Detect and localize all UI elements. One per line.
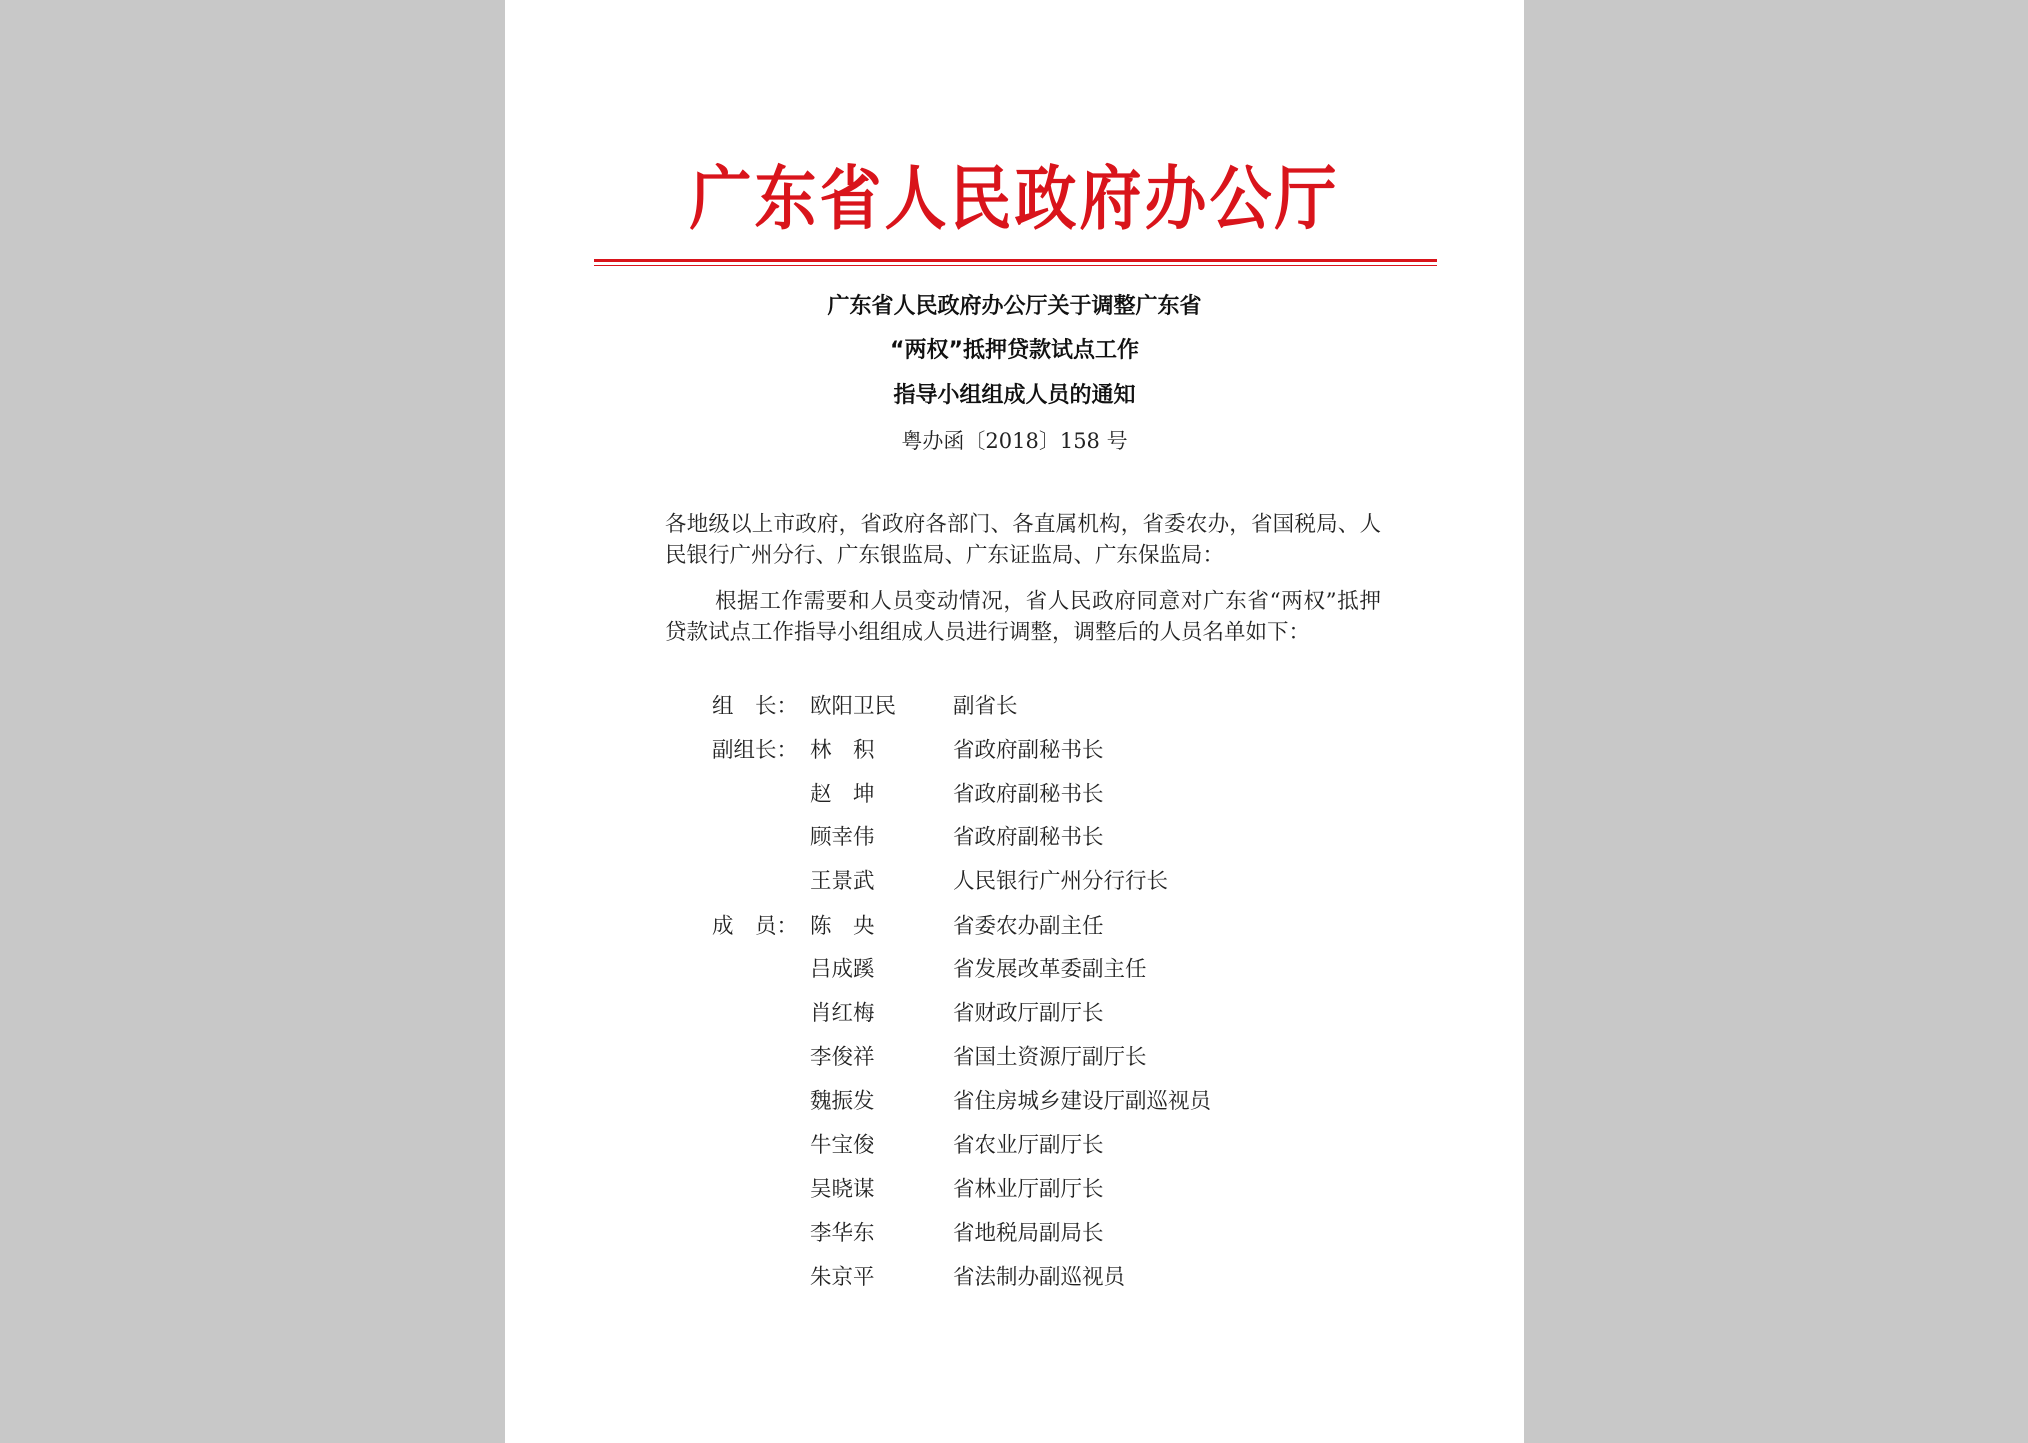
member-role: 成 员：: [712, 914, 799, 939]
document-title-line-3: 指导小组组成人员的通知: [893, 383, 1136, 408]
member-name: 王景武: [810, 869, 875, 894]
member-name: 李俊祥: [810, 1045, 875, 1070]
member-position: 省地税局副局长: [953, 1221, 1104, 1246]
member-position: 副省长: [953, 694, 1018, 719]
member-position: 省国土资源厅副厅长: [953, 1045, 1147, 1070]
member-position: 省政府副秘书长: [953, 782, 1104, 807]
member-position: 省委农办副主任: [953, 914, 1104, 939]
member-name: 陈 央: [810, 914, 875, 939]
member-name: 朱京平: [810, 1265, 875, 1290]
member-name: 赵 坤: [810, 782, 875, 807]
member-name: 魏振发: [810, 1089, 875, 1114]
document-number: 粤办函〔2018〕158 号: [901, 429, 1128, 453]
member-role: 副组长：: [712, 738, 799, 763]
member-position: 省发展改革委副主任: [953, 957, 1147, 982]
member-position: 省财政厅副厅长: [953, 1001, 1104, 1026]
member-name: 林 积: [810, 738, 875, 763]
member-position: 省林业厅副厅长: [953, 1177, 1104, 1202]
member-position: 省法制办副巡视员: [953, 1265, 1126, 1290]
member-name: 欧阳卫民: [810, 694, 897, 719]
letterhead-title: 广东省人民政府办公厅: [689, 157, 1340, 240]
member-name: 吕成蹊: [810, 957, 875, 982]
document-title-line-1: 广东省人民政府办公厅关于调整广东省: [827, 294, 1202, 319]
letterhead-red-rule: [594, 259, 1437, 262]
member-position: 人民银行广州分行行长: [953, 869, 1169, 894]
body-paragraph: 根据工作需要和人员变动情况，省人民政府同意对广东省“两权”抵押贷款试点工作指导小组组成人员进行调整，调整后的人员名单如下：: [665, 589, 1381, 645]
letterhead-red-rule-thin: [594, 265, 1437, 266]
member-role: 组 长：: [712, 694, 799, 719]
member-name: 顾幸伟: [810, 825, 875, 850]
member-name: 牛宝俊: [810, 1133, 875, 1158]
recipients-paragraph: 各地级以上市政府，省政府各部门、各直属机构，省委农办，省国税局、人民银行广州分行、广东银监局、广东证监局、广东保监局：: [665, 512, 1381, 568]
member-name: 肖红梅: [810, 1001, 875, 1026]
member-name: 吴晓谋: [810, 1177, 875, 1202]
member-name: 李华东: [810, 1221, 875, 1246]
member-position: 省政府副秘书长: [953, 825, 1104, 850]
member-position: 省住房城乡建设厅副巡视员: [953, 1089, 1212, 1114]
member-position: 省政府副秘书长: [953, 738, 1104, 763]
document-page: [505, 0, 1524, 1443]
document-title-line-2: “两权”抵押贷款试点工作: [890, 338, 1139, 363]
member-position: 省农业厅副厅长: [953, 1133, 1104, 1158]
